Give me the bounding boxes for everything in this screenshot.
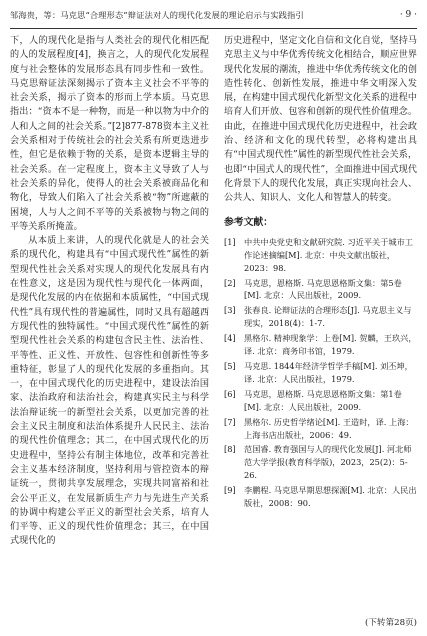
reference-number: [2]	[224, 277, 236, 288]
reference-text: 黑格尔. 精神现象学：上卷[M]. 贺麟，王玖兴，译. 北京：商务印书馆，1979.	[244, 333, 417, 357]
reference-item	[224, 443, 417, 482]
reference-text: 马克思. 1844年经济学哲学手稿[M]. 刘丕坤，译. 北京：人民出版社，1979.	[244, 361, 413, 384]
reference-number: [4]	[224, 333, 236, 344]
reference-number: [8]	[224, 444, 236, 455]
reference-number: [3]	[224, 305, 236, 316]
references-heading: 参考文献：	[224, 216, 273, 228]
paragraph: 从本质上来讲，人的现代化就是人的社会关系的现代化，构建具有“中国式现代性”属性的新型现代性社会关系对实现人的现代化发展具有内在性意义，这是因为现代性与现代化一体两面，是现代化发展的内在依据和本质属性，“中国式现代性”具有现代性的普遍属性，同时又具有超越西方现代性的独特属性。“中国式现代性”属性的新型现代性社会关系的构建包含民主性、法治性、平等性、正义性、开放性、包容性和创新性等多重特征，彰显了人的现代化发展的多重指向。其一，在中国式现代化的历史进程中，建设法治国家、法治政府和法治社会，构建真实民主与科学法治辩证统一的新型社会关系，以更加完善的社会主义民主制度和法治体系提升人民民主、法治的现代性价值理念；其二，在中国式现代化的历史进程中，坚持公有制主体地位，改革和完善社会主义基本经济制度，坚持利用与管控资本的辩证统一，贯彻共享发展理念，实现共同富裕和社会公平正义，在发展新质生产力与先进生产关系的协调中构建公平正义的新型社会关系，培育人们平等、正义的现代性价值理念；其三，在中国式现代化的	[10, 236, 209, 547]
reference-item	[224, 360, 417, 386]
reference-item	[224, 484, 417, 510]
running-title: 邹海贵，等：马克思“合理形态”辩证法对人的现代化发展的理论启示与实践指引	[10, 10, 304, 20]
reference-number: [6]	[224, 388, 236, 399]
paragraph: 下，人的现代化是指与人类社会的现代化相匹配的人的发展程度[4]，换言之，人的现代化发展程度与社会整体的发展形态具有同步性和一致性。马克思辩证法深刻揭示了资本主义社会不平等的社会关系，揭示了资本的形而上学本质。马克思指出：“资本不是一种物，而是一种以物为中介的人和人之间的社会关系。”[2]877-878资本主义社会关系相对于传统社会的社会关系有所更迭进步性，但它是依赖于物的关系，是资本逻辑主导的社会关系。在一定程度上，资本主义导致了人与社会关系的异化，使得人的社会关系被商品化和物化，导致人们陷入了社会关系被“物”所遮蔽的困境，人与人之间不平等的关系被物与物之间的平等关系所掩盖。	[10, 36, 209, 232]
right-column	[224, 34, 417, 512]
reference-item	[224, 416, 417, 442]
reference-number: [5]	[224, 361, 236, 372]
reference-text: 李鹏程. 马克思早期思想探源[M]. 北京：人民出版社，2008：90.	[244, 485, 417, 509]
paragraph: 历史进程中，坚定文化自信和文化自觉，坚持马克思主义与中华优秀传统文化相结合，顺应世界现代化发展的潮流，推进中华优秀传统文化的创造性转化、创新性发展，推进中华文明深入发展，在构建中国式现代化新型文化关系的进程中培育人们开放、包容和创新的现代性价值理念。由此，在推进中国式现代化历史进程中，社会政治、经济和文化的现代转型，必将构建出具有“中国式现代性”属性的新型现代性社会关系，也即“中国式人的现代性”，全面推进中国式现代化背景下人的现代化发展，真正实现向社会人、公共人、知识人、文化人和智慧人的转变。	[224, 36, 417, 204]
reference-text: 范国睿. 教育强国与人的现代化发展[J]. 河北师范大学学报(教育科学版)，2023，25(2)：5-26.	[244, 444, 412, 481]
reference-text: 马克思，恩格斯. 马克思恩格斯文集：第1卷[M]. 北京：人民出版社，2009.	[244, 388, 402, 412]
reference-item	[224, 388, 417, 414]
reference-item	[224, 236, 417, 275]
left-column	[10, 34, 209, 549]
continued-note: (下转第28页)	[364, 618, 417, 628]
header-rule	[10, 28, 417, 29]
reference-number: [1]	[224, 236, 236, 247]
reference-item	[224, 277, 417, 303]
page-number: · 9 ·	[399, 10, 417, 20]
running-header	[10, 10, 417, 26]
reference-number: [9]	[224, 485, 236, 496]
reference-text: 张春良. 论辩证法的合理形态[J]. 马克思主义与现实，2018(4)：1-7.	[244, 305, 412, 329]
reference-text: 马克思，恩格斯. 马克思恩格斯文集：第5卷[M]. 北京：人民出版社，2009.	[244, 277, 402, 301]
reference-number: [7]	[224, 416, 236, 427]
reference-text: 中共中央党史和文献研究院. 习近平关于城市工作论述摘编[M]. 北京：中央文献出版社，2023：98.	[244, 236, 413, 273]
reference-item	[224, 332, 417, 358]
reference-text: 黑格尔. 历史哲学绪论[M]. 王造时，译. 上海：上海书店出版社，2006：49.	[244, 416, 414, 440]
reference-item	[224, 304, 417, 330]
